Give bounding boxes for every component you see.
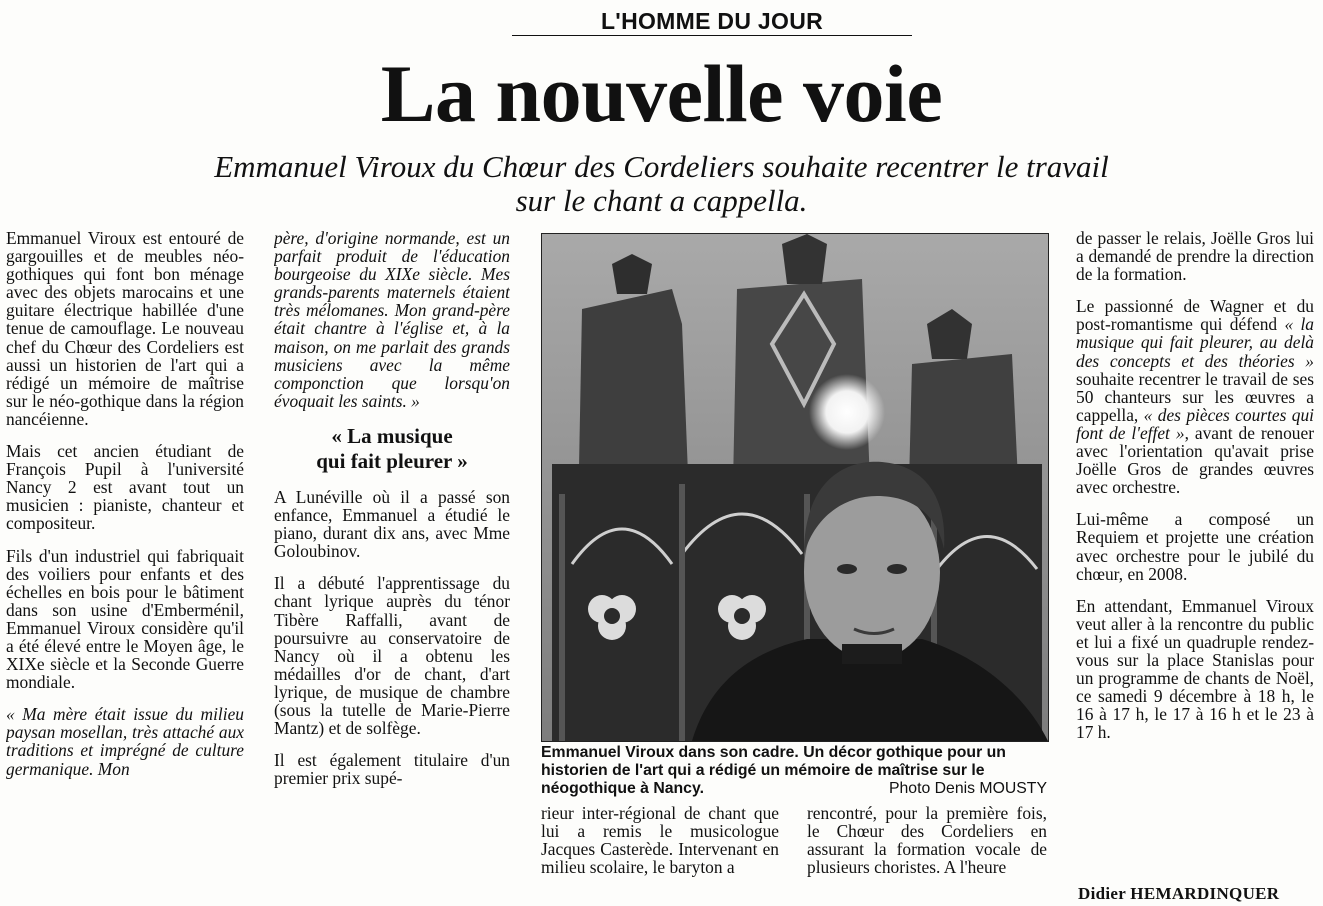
paragraph: Il a débuté l'apprentissage du chant lyrique auprès du ténor Tibère Raffalli, avant de poursuivre au conservatoire de Nancy où il a obtenu les médailles d'or de chant, d'art lyrique, de musique de chambre (sous la tutelle de Marie-Pierre Mantz) et de solfège. bbox=[274, 573, 510, 739]
quote-paragraph: « Ma mère était issue du milieu paysan mosellan, très attaché aux traditions et imprégné de culture germanique. Mon bbox=[6, 704, 244, 779]
quote-run: « des pièces courtes qui font de l'effet » bbox=[1076, 404, 1314, 443]
article-column-5 bbox=[1076, 229, 1314, 889]
gothic-decor-portrait-image bbox=[542, 234, 1048, 741]
intertitle bbox=[274, 424, 510, 474]
author-signature: Didier HEMARDINQUER bbox=[1078, 884, 1280, 903]
rubric-label: L'HOMME DU JOUR bbox=[591, 8, 833, 35]
intertitle-line-2: qui fait pleurer » bbox=[316, 448, 468, 473]
section-rubric bbox=[512, 8, 912, 35]
article-photo bbox=[541, 233, 1049, 742]
text-run: Le passionné de Wagner et du post-romantisme qui défend bbox=[1076, 296, 1314, 335]
paragraph: Mais cet ancien étudiant de François Pupil à l'université Nancy 2 est avant tout un musicien : pianiste, chanteur et compositeur. bbox=[6, 441, 244, 534]
subheadline-line-2: sur le chant a cappella. bbox=[515, 183, 808, 218]
subheadline bbox=[60, 150, 1263, 218]
text-run: souhaite recentrer le travail de ses 50 chanteurs sur les œuvres a cappella, bbox=[1076, 368, 1314, 425]
text-run: , avant de renouer avec l'orientation qu'avait prise Joëlle Gros de grandes œuvres avec orchestre. bbox=[1076, 422, 1314, 498]
paragraph: de passer le relais, Joëlle Gros lui a demandé de prendre la direction de la formation. bbox=[1076, 229, 1314, 285]
paragraph bbox=[1076, 297, 1314, 496]
paragraph: Fils d'un industriel qui fabriquait des voiliers pour enfants et des échelles en bois pour le bâtiment dans son usine d'Emberménil, Emmanuel Viroux considère qu'il a été élevé entre le Moyen âge, le XIXe siècle et la Seconde Guerre mondiale. bbox=[6, 545, 244, 693]
quote-paragraph: père, d'origine normande, est un parfait produit de l'éducation bourgeoise du XIXe siècle. Mes grands-parents maternels étaient très mélomanes. Mon grand-père était chantre à l'église et, à la maison, on me parlait des grands musiciens avec la même componction que lorsqu'on évoquait les saints. » bbox=[274, 229, 510, 411]
paragraph: A Lunéville où il a passé son enfance, Emmanuel a étudié le piano, durant dix ans, avec Mme Goloubinov. bbox=[274, 486, 510, 562]
rubric-rule bbox=[512, 35, 912, 36]
article-column-1 bbox=[6, 229, 244, 904]
subheadline-line-1: Emmanuel Viroux du Chœur des Cordeliers souhaite recentrer le travail bbox=[214, 149, 1109, 184]
paragraph: Emmanuel Viroux est entouré de gargouilles et de meubles néo-gothiques qui font bon ménage avec des objets marocains et une guitare électrique habillée d'une tenue de camouflage. Le nouveau chef du Chœur des Cordeliers est aussi un historien de l'art qui a rédigé un mémoire de maîtrise sur le néo-gothique dans la région nancéienne. bbox=[6, 229, 244, 429]
paragraph: Il est également titulaire d'un premier prix supé- bbox=[274, 750, 510, 789]
article-column-3 bbox=[541, 804, 779, 906]
photo-credit: Photo Denis MOUSTY bbox=[883, 780, 1047, 798]
article-column-2 bbox=[274, 229, 510, 904]
paragraph: rencontré, pour la première fois, le Chœur des Cordeliers en assurant la formation vocale de plusieurs choristes. A l'heure bbox=[807, 804, 1047, 878]
article-column-4 bbox=[807, 804, 1047, 906]
photo-caption: Emmanuel Viroux dans son cadre. Un décor gothique pour un historien de l'art qui a rédigé un mémoire de maîtrise sur le néogothique à Nancy. bbox=[541, 744, 1006, 797]
quote-run: « la musique qui fait pleurer, au delà des concepts et des théories » bbox=[1076, 314, 1314, 371]
paragraph: rieur inter-régional de chant que lui a remis le musicologue Jacques Casterède. Intervenant en milieu scolaire, le baryton a bbox=[541, 804, 779, 878]
intertitle-line-1: « La musique bbox=[331, 423, 453, 448]
headline: La nouvelle voie bbox=[380, 48, 943, 139]
paragraph: Lui-même a composé un Requiem et projette une création avec orchestre pour le jubilé du chœur, en 2008. bbox=[1076, 509, 1314, 584]
paragraph: En attendant, Emmanuel Viroux veut aller à la rencontre du public et lui a fixé un quadruple rendez-vous sur la place Stanislas pour un programme de chants de Noël, ce samedi 9 décembre à 18 h, le 16 à 17 h, le 17 à 16 h et le 23 à 17 h. bbox=[1076, 595, 1314, 743]
